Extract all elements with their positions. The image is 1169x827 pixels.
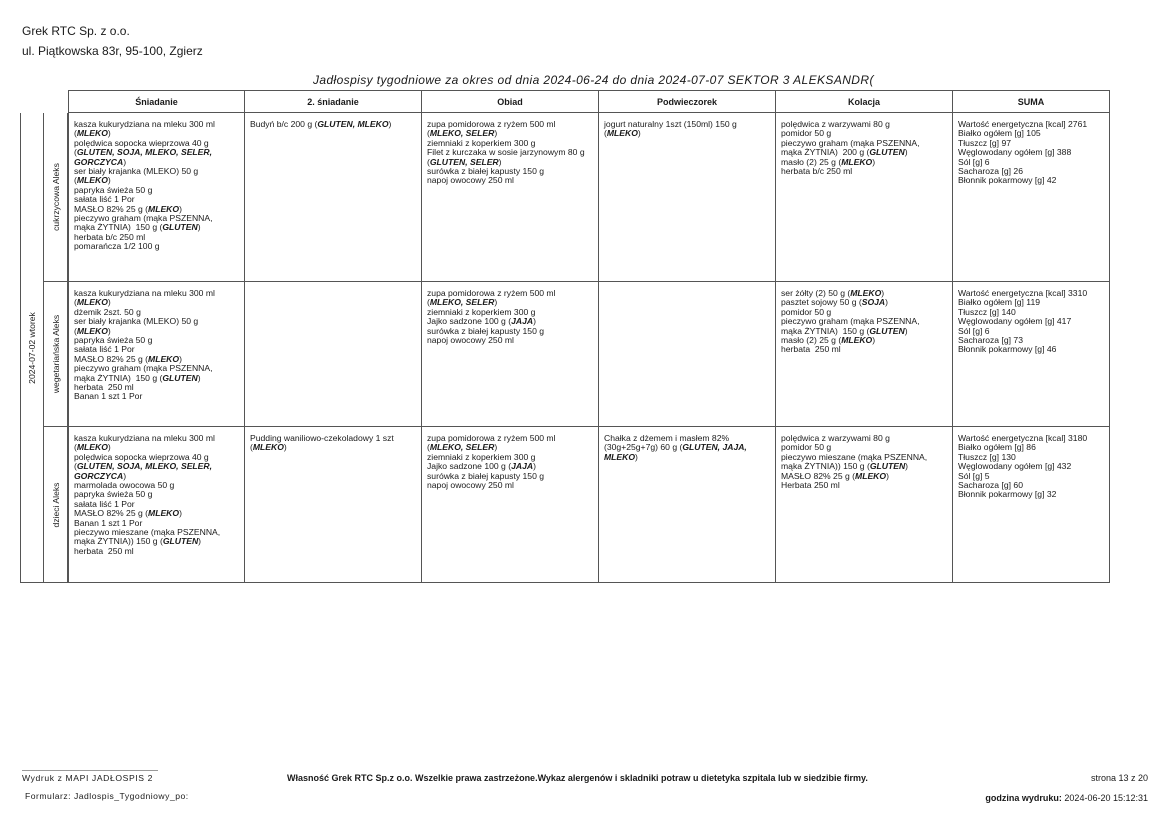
- menu-line: mąka ŻYTNIA) 150 g (GLUTEN): [74, 222, 201, 233]
- allergen-text: GLUTEN: [869, 325, 905, 336]
- menu-line: ser biały krajanka (MLEKO) 50 g: [74, 316, 199, 327]
- menu-line: pieczywo mieszane (mąka PSZENNA,: [74, 527, 221, 538]
- menu-line: polędwica z warzywami 80 g: [781, 119, 890, 129]
- menu-line: Sacharoza [g] 73: [958, 335, 1023, 346]
- allergen-text: MLEKO: [252, 442, 284, 453]
- print-time-value: 2024-06-20 15:12:31: [1064, 793, 1148, 803]
- diet-label-cell: [44, 427, 68, 583]
- allergen-text: GLUTEN: [162, 372, 198, 383]
- menu-line: polędwica sopocka wieprzowa 40 g: [74, 451, 209, 462]
- meal-cell-kolacja: [776, 113, 953, 282]
- menu-line: (MLEKO, SELER): [427, 297, 498, 308]
- meal-cell-suma: [953, 282, 1110, 427]
- meal-cell-podwieczorek: [599, 282, 776, 427]
- footer-copyright: Własność Grek RTC Sp.z o.o. Wszelkie prawa zastrzeżone.Wykaz alergenów i skladniki potraw u dietetyka szpitala lub w siedzibie firmy.: [287, 773, 868, 783]
- allergen-text: MLEKO: [841, 335, 873, 346]
- menu-line: pieczywo graham (mąka PSZENNA,: [781, 137, 920, 148]
- menu-line: (GLUTEN, SOJA, MLEKO, SELER,: [74, 461, 212, 472]
- menu-line: papryka świeża 50 g: [74, 489, 153, 500]
- menu-line: mąka ŻYTNIA) 150 g (GLUTEN): [781, 325, 908, 336]
- menu-line: kasza kukurydziana na mleku 300 ml: [74, 119, 215, 129]
- diet-label: wegetariańska Aleks: [50, 314, 61, 394]
- menu-line: kasza kukurydziana na mleku 300 ml: [74, 433, 215, 443]
- menu-line: Chałka z dżemem i masłem 82%: [604, 433, 730, 443]
- menu-line: (GLUTEN, SOJA, MLEKO, SELER,: [74, 147, 212, 158]
- menu-line: sałata liść 1 Por: [74, 194, 135, 205]
- menu-line: Białko ogółem [g] 86: [958, 442, 1036, 453]
- menu-line: napoj owocowy 250 ml: [427, 335, 514, 346]
- menu-line: masło (2) 25 g (MLEKO): [781, 156, 876, 167]
- menu-line: kasza kukurydziana na mleku 300 ml: [74, 288, 215, 298]
- menu-line: (MLEKO): [604, 128, 641, 139]
- menu-line: sałata liść 1 Por: [74, 498, 135, 509]
- menu-line: pieczywo graham (mąka PSZENNA,: [781, 316, 920, 327]
- allergen-text: GLUTEN: [869, 461, 906, 472]
- allergen-text: MLEKO: [148, 353, 180, 364]
- menu-line: ziemniaki z koperkiem 300 g: [427, 306, 536, 317]
- menu-line: mąka ŻYTNIA)) 150 g (GLUTEN): [781, 461, 909, 472]
- menu-line: ziemniaki z koperkiem 300 g: [427, 137, 536, 148]
- allergen-text: MLEKO: [850, 288, 882, 298]
- column-header-kolacja: Kolacja: [776, 90, 953, 113]
- allergen-text: SOJA: [861, 297, 886, 308]
- meal-cell-suma: [953, 113, 1110, 282]
- menu-line: GORCZYCA): [74, 470, 127, 481]
- allergen-text: MLEKO: [76, 175, 108, 186]
- menu-line: surówka z białej kapusty 150 g: [427, 166, 545, 177]
- meal-cell-obiad: [422, 282, 599, 427]
- footer-form-name: Formularz: Jadlospis_Tygodniowy_po:: [25, 791, 189, 801]
- allergen-text: GORCZYCA: [74, 156, 124, 167]
- column-header-suma: SUMA: [953, 90, 1110, 113]
- menu-line: MASŁO 82% 25 g (MLEKO): [74, 353, 182, 364]
- menu-line: (MLEKO): [74, 325, 111, 336]
- menu-line: (30g+25g+7g) 60 g (GLUTEN, JAJA,: [604, 442, 747, 453]
- company-address: ul. Piątkowska 83r, 95-100, Zgierz: [22, 44, 203, 58]
- menu-line: ser żółty (2) 50 g (MLEKO): [781, 288, 885, 298]
- menu-line: masło (2) 25 g (MLEKO): [781, 335, 876, 346]
- allergen-text: MLEKO: [604, 451, 636, 462]
- menu-line: jogurt naturalny 1szt (150ml) 150 g: [604, 119, 737, 129]
- allergen-text: MLEKO, SELER: [429, 128, 495, 139]
- menu-line: dżemik 2szt. 50 g: [74, 306, 141, 317]
- footer-divider: [22, 770, 158, 771]
- menu-line: ziemniaki z koperkiem 300 g: [427, 451, 536, 462]
- meal-cell-drugie-sniadanie: [245, 113, 422, 282]
- allergen-text: GLUTEN: [162, 222, 198, 233]
- menu-line: Wartość energetyczna [kcal] 3180: [958, 433, 1088, 443]
- allergen-text: GLUTEN, JAJA,: [682, 442, 747, 453]
- allergen-text: GLUTEN, SELER: [429, 156, 499, 167]
- allergen-text: GLUTEN: [869, 147, 905, 158]
- menu-line: (MLEKO, SELER): [427, 442, 498, 453]
- meal-cell-obiad: [422, 113, 599, 282]
- page-number: strona 13 z 20: [1090, 773, 1148, 783]
- menu-line: Budyń b/c 200 g (GLUTEN, MLEKO): [250, 119, 392, 129]
- menu-line: surówka z białej kapusty 150 g: [427, 470, 545, 481]
- allergen-text: MLEKO: [148, 508, 180, 519]
- menu-line: zupa pomidorowa z ryżem 500 ml: [427, 288, 556, 298]
- meal-cell-sniadanie: [68, 427, 245, 583]
- menu-line: Banan 1 szt 1 Por: [74, 517, 143, 528]
- menu-line: surówka z białej kapusty 150 g: [427, 325, 545, 336]
- column-header-podwieczorek: Podwieczorek: [599, 90, 776, 113]
- menu-line: polędwica sopocka wieprzowa 40 g: [74, 137, 209, 148]
- meal-cell-podwieczorek: [599, 113, 776, 282]
- menu-line: MASŁO 82% 25 g (MLEKO): [74, 203, 182, 214]
- allergen-text: MLEKO: [855, 470, 887, 481]
- meal-cell-suma: [953, 427, 1110, 583]
- menu-line: (MLEKO): [250, 442, 287, 453]
- menu-line: Sól [g] 6: [958, 156, 990, 167]
- menu-line: (MLEKO): [74, 442, 111, 453]
- company-name: Grek RTC Sp. z o.o.: [22, 24, 130, 38]
- diet-label-cell: [44, 282, 68, 427]
- allergen-text: GLUTEN, MLEKO: [317, 119, 389, 129]
- menu-line: Wartość energetyczna [kcal] 3310: [958, 288, 1088, 298]
- menu-line: zupa pomidorowa z ryżem 500 ml: [427, 433, 556, 443]
- menu-line: napoj owocowy 250 ml: [427, 175, 514, 186]
- menu-line: mąka ŻYTNIA) 150 g (GLUTEN): [74, 372, 201, 383]
- allergen-text: MLEKO: [148, 203, 180, 214]
- meal-cell-kolacja: [776, 282, 953, 427]
- menu-line: Pudding waniliowo-czekoladowy 1 szt: [250, 433, 394, 443]
- allergen-text: GLUTEN, SOJA, MLEKO, SELER,: [76, 461, 212, 472]
- menu-line: Jajko sadzone 100 g (JAJA): [427, 461, 536, 472]
- menu-line: (GLUTEN, SELER): [427, 156, 502, 167]
- menu-line: pasztet sojowy 50 g (SOJA): [781, 297, 889, 308]
- day-label: 2024-07-02 wtorek: [27, 311, 37, 384]
- allergen-text: MLEKO: [76, 442, 108, 453]
- menu-line: Jajko sadzone 100 g (JAJA): [427, 316, 536, 327]
- meal-cell-sniadanie: [68, 282, 245, 427]
- menu-line: Tłuszcz [g] 97: [958, 137, 1012, 148]
- menu-line: Tłuszcz [g] 130: [958, 451, 1016, 462]
- menu-line: herbata 250 ml: [74, 545, 134, 556]
- column-header-sniadanie: Śniadanie: [68, 90, 245, 113]
- menu-line: pieczywo graham (mąka PSZENNA,: [74, 213, 213, 224]
- print-time-label: godzina wydruku:: [985, 793, 1062, 803]
- menu-line: herbata b/c 250 ml: [781, 166, 853, 177]
- allergen-text: GLUTEN: [162, 536, 199, 547]
- meal-cell-kolacja: [776, 427, 953, 583]
- menu-line: (MLEKO): [74, 175, 111, 186]
- menu-line: Wartość energetyczna [kcal] 2761: [958, 119, 1088, 129]
- menu-line: Białko ogółem [g] 119: [958, 297, 1041, 308]
- menu-line: Herbata 250 ml: [781, 480, 840, 491]
- allergen-text: MLEKO: [841, 156, 873, 167]
- menu-line: zupa pomidorowa z ryżem 500 ml: [427, 119, 556, 129]
- menu-line: Błonnik pokarmowy [g] 46: [958, 344, 1057, 355]
- allergen-text: MLEKO: [76, 297, 108, 308]
- diet-label: dzieci Aleks: [50, 482, 61, 527]
- allergen-text: JAJA: [511, 316, 534, 327]
- menu-line: pieczywo graham (mąka PSZENNA,: [74, 363, 213, 374]
- allergen-text: MLEKO: [76, 325, 108, 336]
- menu-line: Błonnik pokarmowy [g] 32: [958, 489, 1057, 500]
- meal-cell-obiad: [422, 427, 599, 583]
- allergen-text: GORCZYCA: [74, 470, 124, 481]
- menu-line: mąka ŻYTNIA)) 150 g (GLUTEN): [74, 536, 202, 547]
- print-timestamp: [985, 793, 1148, 803]
- meal-cell-drugie-sniadanie: [245, 427, 422, 583]
- menu-line: papryka świeża 50 g: [74, 184, 153, 195]
- allergen-text: MLEKO, SELER: [429, 442, 495, 453]
- menu-line: MLEKO): [604, 451, 638, 462]
- menu-line: papryka świeża 50 g: [74, 335, 153, 346]
- menu-line: herbata 250 ml: [781, 344, 841, 355]
- column-header-drugie-sniadanie: 2. śniadanie: [245, 90, 422, 113]
- allergen-text: MLEKO: [606, 128, 638, 139]
- menu-line: pomidor 50 g: [781, 306, 832, 317]
- menu-line: ser biały krajanka (MLEKO) 50 g: [74, 166, 199, 177]
- menu-line: (MLEKO): [74, 297, 111, 308]
- menu-line: MASŁO 82% 25 g (MLEKO): [74, 508, 182, 519]
- menu-line: Węglowodany ogółem [g] 388: [958, 147, 1072, 158]
- menu-line: Węglowodany ogółem [g] 432: [958, 461, 1072, 472]
- diet-label: cukrzycowa Aleks: [50, 163, 61, 231]
- menu-line: Tłuszcz [g] 140: [958, 306, 1016, 317]
- allergen-text: JAJA: [511, 461, 534, 472]
- menu-line: Węglowodany ogółem [g] 417: [958, 316, 1072, 327]
- menu-line: pomidor 50 g: [781, 442, 832, 453]
- menu-line: pomarańcza 1/2 100 g: [74, 241, 160, 252]
- day-label-cell: [20, 113, 44, 583]
- menu-line: Sól [g] 5: [958, 470, 990, 481]
- menu-line: (MLEKO): [74, 128, 111, 139]
- menu-line: Sacharoza [g] 60: [958, 480, 1023, 491]
- menu-line: GORCZYCA): [74, 156, 127, 167]
- menu-line: sałata liść 1 Por: [74, 344, 135, 355]
- menu-line: polędwica z warzywami 80 g: [781, 433, 890, 443]
- menu-line: Białko ogółem [g] 105: [958, 128, 1041, 139]
- menu-line: pomidor 50 g: [781, 128, 832, 139]
- menu-line: Banan 1 szt 1 Por: [74, 391, 143, 402]
- menu-line: Filet z kurczaka w sosie jarzynowym 80 g: [427, 147, 585, 158]
- page-title: Jadłospisy tygodniowe za okres od dnia 2024-06-24 do dnia 2024-07-07 SEKTOR 3 ALEKSANDR(: [313, 73, 874, 87]
- menu-line: Sacharoza [g] 26: [958, 166, 1023, 177]
- allergen-text: MLEKO: [76, 128, 108, 139]
- meal-cell-drugie-sniadanie: [245, 282, 422, 427]
- menu-line: herbata 250 ml: [74, 382, 134, 393]
- menu-line: mąka ŻYTNIA) 200 g (GLUTEN): [781, 147, 908, 158]
- menu-line: MASŁO 82% 25 g (MLEKO): [781, 470, 889, 481]
- menu-line: napoj owocowy 250 ml: [427, 480, 514, 491]
- menu-line: Błonnik pokarmowy [g] 42: [958, 175, 1057, 186]
- menu-line: marmolada owocowa 50 g: [74, 480, 175, 491]
- allergen-text: MLEKO, SELER: [429, 297, 495, 308]
- meal-cell-sniadanie: [68, 113, 245, 282]
- meal-cell-podwieczorek: [599, 427, 776, 583]
- diet-label-cell: [44, 113, 68, 282]
- column-header-obiad: Obiad: [422, 90, 599, 113]
- menu-line: Sól [g] 6: [958, 325, 990, 336]
- menu-table: [20, 90, 1110, 583]
- menu-line: herbata b/c 250 ml: [74, 231, 146, 242]
- footer-print-source: Wydruk z MAPI JADŁOSPIS 2: [22, 773, 153, 783]
- menu-line: pieczywo mieszane (mąka PSZENNA,: [781, 451, 928, 462]
- allergen-text: GLUTEN, SOJA, MLEKO, SELER,: [76, 147, 212, 158]
- menu-line: (MLEKO, SELER): [427, 128, 498, 139]
